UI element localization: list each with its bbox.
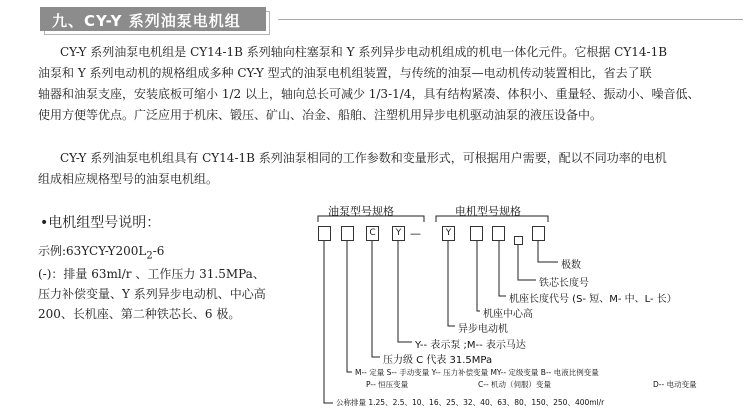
code-box-poles [532,226,545,241]
code-box-variable [341,226,354,241]
label-variable-servo: C-- 机动（伺服）变量 [478,380,552,389]
motor-group-label: 电机型号规格 [455,205,521,218]
example-prefix: 示例:63YCY-Y200L [38,244,147,258]
label-pressure: 压力级 C 代表 31.5MPa [383,355,493,366]
model-heading: •电机组型号说明： [40,215,161,231]
code-box-displacement [318,226,331,241]
pump-group-label: 油泵型号规格 [328,205,394,218]
intro-line: 轴器和油泵支座，安装底板可缩小 1/2 以上，轴向总长可减少 1/3-1/4，具有结构紧凑、体积小、重量轻、振动小、噪音低、 [38,87,700,101]
label-frame-length: 机座长度代号 (S- 短、M- 中、L- 长） [509,294,677,305]
example-subscript: 2 [146,250,153,262]
para2-line: CY-Y 系列油泵电机组具有 CY14-1B 系列油泵相同的工作参数和变量形式，可根据用户需要，配以不同功率的电机 [60,151,667,165]
code-box-core-length [514,236,523,245]
label-variable-constant-pressure: P-- 恒压变量 [366,380,409,389]
label-variable-electric: D-- 电动变量 [653,380,697,389]
section-title: 九、CY-Y 系列油泵电机组 [52,12,241,30]
desc-line: 压力补偿变量、Y 系列异步电动机、中心高 [38,287,266,301]
label-core-length: 铁芯长度号 [539,278,589,289]
para2-line: 组成相应规格型号的油泵电机组。 [38,172,219,186]
label-async-motor: 异步电动机 [458,324,508,335]
code-dash: — [410,227,421,240]
desc-line: 200、长机座、第二种铁芯长、6 极。 [38,307,241,321]
label-y-means: Y-- 表示泵 ;M-- 表示马达 [415,340,526,351]
label-displacement: 公称排量 1.25、2.5、10、16、25、32、40、63、80、150、250、400ml/r [336,398,605,407]
code-box-motor-series: Y [442,226,455,241]
intro-line: CY-Y 系列油泵电机组是 CY14-1B 系列轴向柱塞泵和 Y 系列异步电动机组成的机电一体化元件。它根据 CY14-1B [60,45,668,59]
code-box-pressure: C [366,226,379,241]
label-variable-row1: M-- 定量 S-- 手动变量 Y-- 压力补偿变量 MY-- 定级变量 B-- 电液比例变量 [355,368,599,377]
intro-line: 使用方便等优点。广泛应用于机床、锻压、矿山、冶金、船舶、注塑机用异步电机驱动油泵的液压设备中。 [38,108,603,122]
code-box-center-height [470,226,483,241]
label-center-height: 机座中心高 [483,309,533,320]
desc-line: (-)：排量 63ml/r 、工作压力 31.5MPa、 [38,267,265,281]
example-suffix: -6 [152,244,165,258]
intro-line: 油泵和 Y 系列电动机的规格组成多种 CY-Y 型式的油泵电机组装置，与传统的油泵—电动机传动装置相比，省去了联 [38,66,652,80]
code-box-frame-length [492,226,505,241]
label-poles: 极数 [561,260,581,271]
code-box-pump-type: Y [392,226,405,241]
